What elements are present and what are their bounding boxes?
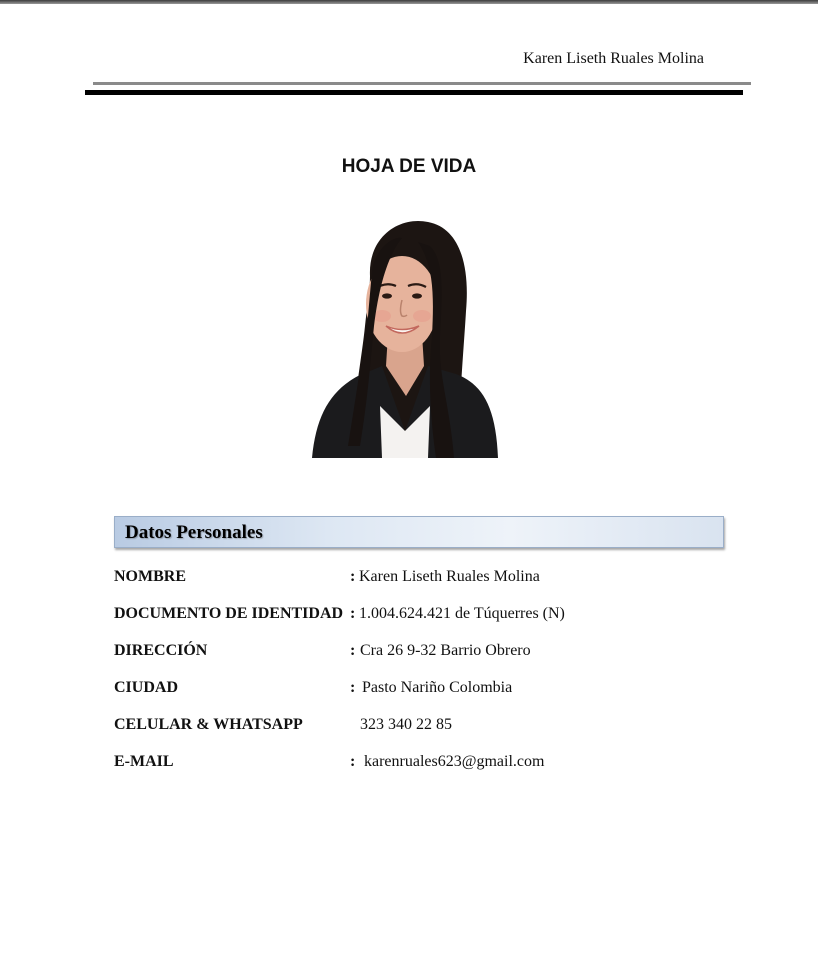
field-label: CELULAR & WHATSAPP: [114, 716, 303, 733]
field-value: 1.004.624.421 de Túquerres (N): [359, 605, 565, 622]
field-label: E-MAIL: [114, 753, 174, 770]
field-separator: :: [350, 679, 356, 696]
field-ciudad: [114, 679, 714, 701]
field-label: DOCUMENTO DE IDENTIDAD: [114, 605, 344, 622]
field-email: [114, 753, 714, 775]
field-value: Pasto Nariño Colombia: [362, 679, 513, 696]
profile-photo: [310, 216, 500, 458]
field-label: NOMBRE: [114, 568, 186, 585]
field-documento: [114, 605, 714, 627]
field-value: 323 340 22 85: [360, 716, 452, 733]
header-name: Karen Liseth Ruales Molina: [523, 50, 704, 67]
field-value: Cra 26 9-32 Barrio Obrero: [360, 642, 531, 659]
field-separator: :: [350, 642, 356, 659]
field-separator: :: [350, 605, 356, 622]
field-separator: :: [350, 568, 356, 585]
field-separator: :: [350, 753, 356, 770]
field-value: karenruales623@gmail.com: [364, 753, 545, 770]
field-label: CIUDAD: [114, 679, 178, 696]
field-celular: [114, 716, 714, 738]
header-rule-thick: [85, 90, 743, 95]
field-value: Karen Liseth Ruales Molina: [359, 568, 540, 585]
section-header-datos-personales: [114, 516, 724, 548]
section-title: Datos Personales: [125, 522, 263, 543]
page-top-edge: [0, 0, 818, 4]
header-rule-thin: [93, 82, 751, 85]
document-title: HOJA DE VIDA: [341, 156, 477, 177]
field-direccion: [114, 642, 714, 664]
field-label: DIRECCIÓN: [114, 642, 208, 659]
field-nombre: [114, 568, 714, 590]
